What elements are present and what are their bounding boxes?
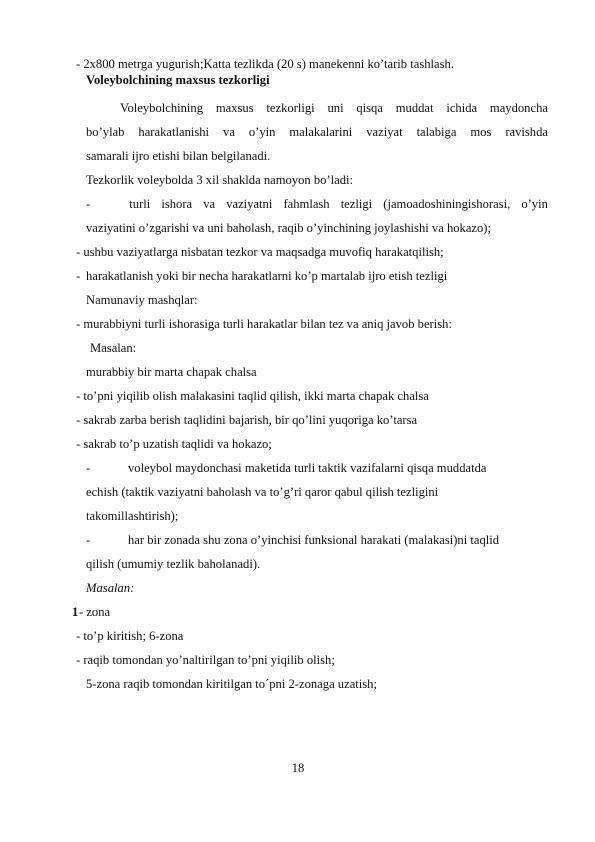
paragraph-line-3: samarali ijro etishi bilan belgilanadi. (86, 149, 271, 163)
word: va (203, 197, 216, 211)
list-item-line (86, 197, 548, 212)
word: Voleybolchining (120, 101, 204, 115)
page-number: 18 (291, 761, 305, 775)
word: o’yin (521, 197, 548, 211)
word: o’yin (248, 125, 276, 139)
list-item: - sakrab to’p uzatish taqlidi va hokazo; (76, 437, 272, 451)
text-line: vaziyatini o’zgarishi va uni baholash, raqib o’yinchining joylashishi va hokazo); (86, 221, 491, 235)
word: (jamoadoshiningishorasi, (383, 197, 511, 211)
list-dash: - (76, 269, 81, 283)
word: maydoncha (489, 101, 548, 115)
text-line: qilish (umumiy tezlik baholanadi). (86, 557, 261, 571)
section-heading: Voleybolchining maxsus tezkorligi (86, 73, 270, 87)
list-item: - ushbu vaziyatlarga nisbatan tezkor va maqsadga muvofiq harakatqilish; (76, 245, 444, 259)
word: mos (470, 125, 492, 139)
word: ravishda (505, 125, 548, 139)
word: qisqa (356, 101, 383, 115)
paragraph-line-1 (120, 101, 548, 116)
list-item: harakatlanish yoki bir necha harakatlarni ko’p martalab ijro etish tezligi (86, 269, 448, 283)
list-item: voleybol maydonchasi maketida turli taktik vazifalarni qisqa muddatda (128, 461, 487, 475)
list-dash: - (86, 533, 91, 547)
text-line-running-drill: - 2x800 metrga yugurish;Katta tezlikda (20 s) manekenni ko’tarib tashlash. (76, 57, 454, 71)
word: bo’ylab (86, 125, 125, 139)
word: vaziyatni (226, 197, 273, 211)
word: va (223, 125, 235, 139)
text-line: murabbiy bir marta chapak chalsa (86, 365, 257, 379)
word: ichida (446, 101, 478, 115)
word: talabiga (416, 125, 457, 139)
list-dash: - (86, 197, 91, 211)
example-label: Masalan: (86, 581, 135, 595)
text-line: 5-zona raqib tomondan kiritilgan to´pni 2-zonaga uzatish; (86, 677, 377, 691)
list-item: - sakrab zarba berish taqlidini bajarish, bir qo’lini yuqoriga ko’tarsa (76, 413, 418, 427)
text-line-forms: Tezkorlik voleybolda 3 xil shaklda namoyon bo’ladi: (86, 173, 354, 187)
subheading: Namunaviy mashqlar: (86, 293, 198, 307)
text-line: takomillashtirish); (86, 509, 179, 523)
word: maxsus (215, 101, 254, 115)
list-item: - to’p kiritish; 6-zona (76, 629, 184, 643)
word: harakatlanishi (138, 125, 210, 139)
list-item: - raqib tomondan yo’naltirilgan to’pni yiqilib olish; (76, 653, 335, 667)
list-item: - zona (79, 605, 111, 619)
word: fahmlash (283, 197, 330, 211)
word: tezligi (340, 197, 373, 211)
text-line: echish (taktik vaziyatni baholash va to’g’ri qaror qabul qilish tezligini (86, 485, 439, 499)
list-item: - to’pni yiqilib olish malakasini taqlid qilish, ikki marta chapak chalsa (76, 389, 429, 403)
word: uni (327, 101, 344, 115)
list-item: har bir zonada shu zona o’yinchisi funksional harakati (malakasi)ni taqlid (128, 533, 500, 547)
list-item: - murabbiyni turli ishorasiga turli harakatlar bilan tez va aniq javob berish: (76, 317, 452, 331)
word: malakalarini (289, 125, 353, 139)
word: turli (129, 197, 151, 211)
example-label: Masalan: (90, 341, 137, 355)
word: tezkorligi (266, 101, 315, 115)
zone-number: 1 (72, 605, 79, 619)
list-dash: - (86, 461, 91, 475)
word: muddat (395, 101, 434, 115)
word: ishora (161, 197, 193, 211)
paragraph-line-2 (86, 125, 548, 140)
word: vaziyat (366, 125, 403, 139)
